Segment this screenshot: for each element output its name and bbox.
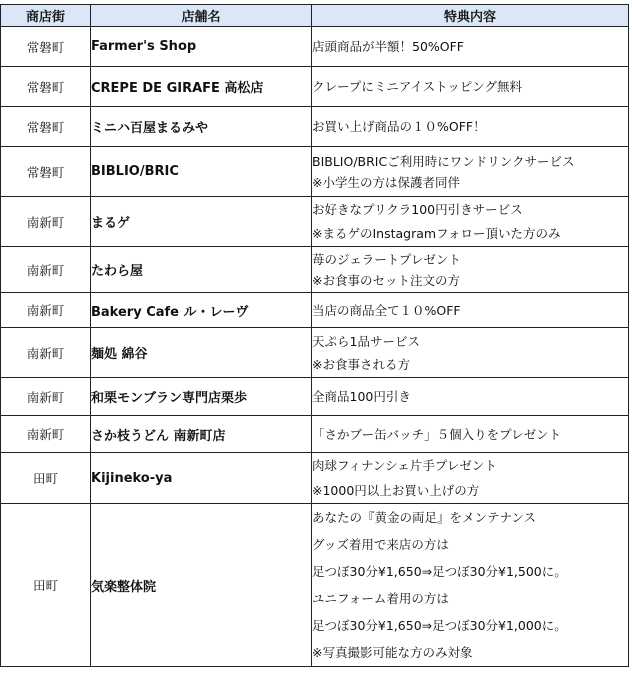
perk-line: 足つぼ30分¥1,650⇒足つぼ30分¥1,500に。 (312, 564, 567, 579)
header-perk: 特典内容 (312, 5, 629, 27)
perk-line: ※写真撮影可能な方のみ対象 (312, 645, 473, 660)
perk-cell (312, 328, 629, 378)
table-row (1, 293, 629, 328)
shop-name-cell: 気楽整体院 (91, 504, 312, 667)
perk-line: 「さかブー缶バッチ」５個入りをプレゼント (312, 426, 562, 442)
shop-name-cell: たわら屋 (91, 247, 312, 293)
perk-cell (312, 416, 629, 453)
perk-line: グッズ着用で来店の方は (312, 537, 449, 552)
perk-cell (312, 197, 629, 247)
perk-line: クレープにミニアイストッピング無料 (312, 79, 523, 94)
table-row (1, 504, 629, 667)
table-row (1, 147, 629, 197)
district-cell: 田町 (1, 504, 91, 667)
district-cell: 常磐町 (1, 107, 91, 147)
perk-cell (312, 504, 629, 667)
perk-line: ※お食事される方 (312, 356, 410, 372)
table-row (1, 416, 629, 453)
shop-name-cell: Kijineko-ya (91, 453, 312, 504)
header-district: 商店街 (1, 5, 91, 27)
perk-line: ※1000円以上お買い上げの方 (312, 483, 480, 498)
district-cell: 南新町 (1, 293, 91, 328)
perk-line: 肉球フィナンシェ片手プレゼント (312, 458, 497, 473)
table-row (1, 328, 629, 378)
shop-name-cell: ミニハ百屋まるみや (91, 107, 312, 147)
district-cell: 南新町 (1, 247, 91, 293)
district-cell: 南新町 (1, 378, 91, 416)
perk-line: BIBLIO/BRICご利用時にワンドリンクサービス (312, 153, 575, 169)
district-cell: 常磐町 (1, 147, 91, 197)
perk-line: 当店の商品全て１０%OFF (312, 302, 461, 318)
shop-name-cell: 麺処 綿谷 (91, 328, 312, 378)
shop-benefits-table (0, 4, 629, 667)
shop-name-cell: さか枝うどん 南新町店 (91, 416, 312, 453)
shop-name-cell: BIBLIO/BRIC (91, 147, 312, 197)
perk-cell (312, 67, 629, 107)
table-row (1, 27, 629, 67)
perk-cell (312, 378, 629, 416)
table-row (1, 107, 629, 147)
shop-name-cell: 和栗モンブラン専門店栗歩 (91, 378, 312, 416)
table-header-row (1, 5, 629, 27)
perk-line: お買い上げ商品の１０%OFF！ (312, 119, 486, 134)
district-cell: 田町 (1, 453, 91, 504)
table-row (1, 67, 629, 107)
table-row (1, 197, 629, 247)
perk-line: お好きなプリクラ100円引きサービス (312, 201, 523, 217)
perk-cell (312, 147, 629, 197)
district-cell: 南新町 (1, 197, 91, 247)
perk-line: 苺のジェラートプレゼント (312, 251, 461, 267)
district-cell: 常磐町 (1, 27, 91, 67)
shop-name-cell: Bakery Cafe ル・レーヴ (91, 293, 312, 328)
table-row (1, 453, 629, 504)
header-shop: 店舗名 (91, 5, 312, 27)
shop-name-cell: まるゲ (91, 197, 312, 247)
perk-cell (312, 27, 629, 67)
district-cell: 南新町 (1, 416, 91, 453)
perk-line: ※お食事のセット注文の方 (312, 272, 460, 288)
perk-line: 全商品100円引き (312, 389, 411, 404)
district-cell: 南新町 (1, 328, 91, 378)
district-cell: 常磐町 (1, 67, 91, 107)
perk-line: ユニフォーム着用の方は (312, 591, 449, 606)
perk-line: あなたの『黄金の両足』をメンテナンス (312, 510, 537, 525)
perk-cell (312, 293, 629, 328)
perk-line: 店頭商品が半額！50%OFF (312, 39, 465, 54)
perk-cell (312, 107, 629, 147)
table-row (1, 247, 629, 293)
perk-line: 足つぼ30分¥1,650⇒足つぼ30分¥1,000に。 (312, 618, 567, 633)
table-row (1, 378, 629, 416)
perk-cell (312, 453, 629, 504)
perk-line: ※まるゲのInstagramフォロー頂いた方のみ (312, 225, 561, 241)
shop-name-cell: Farmer's Shop (91, 27, 312, 67)
shop-name-cell: CREPE DE GIRAFE 高松店 (91, 67, 312, 107)
perk-line: 天ぷら1品サービス (312, 333, 420, 349)
perk-cell (312, 247, 629, 293)
perk-line: ※小学生の方は保護者同伴 (312, 174, 460, 190)
